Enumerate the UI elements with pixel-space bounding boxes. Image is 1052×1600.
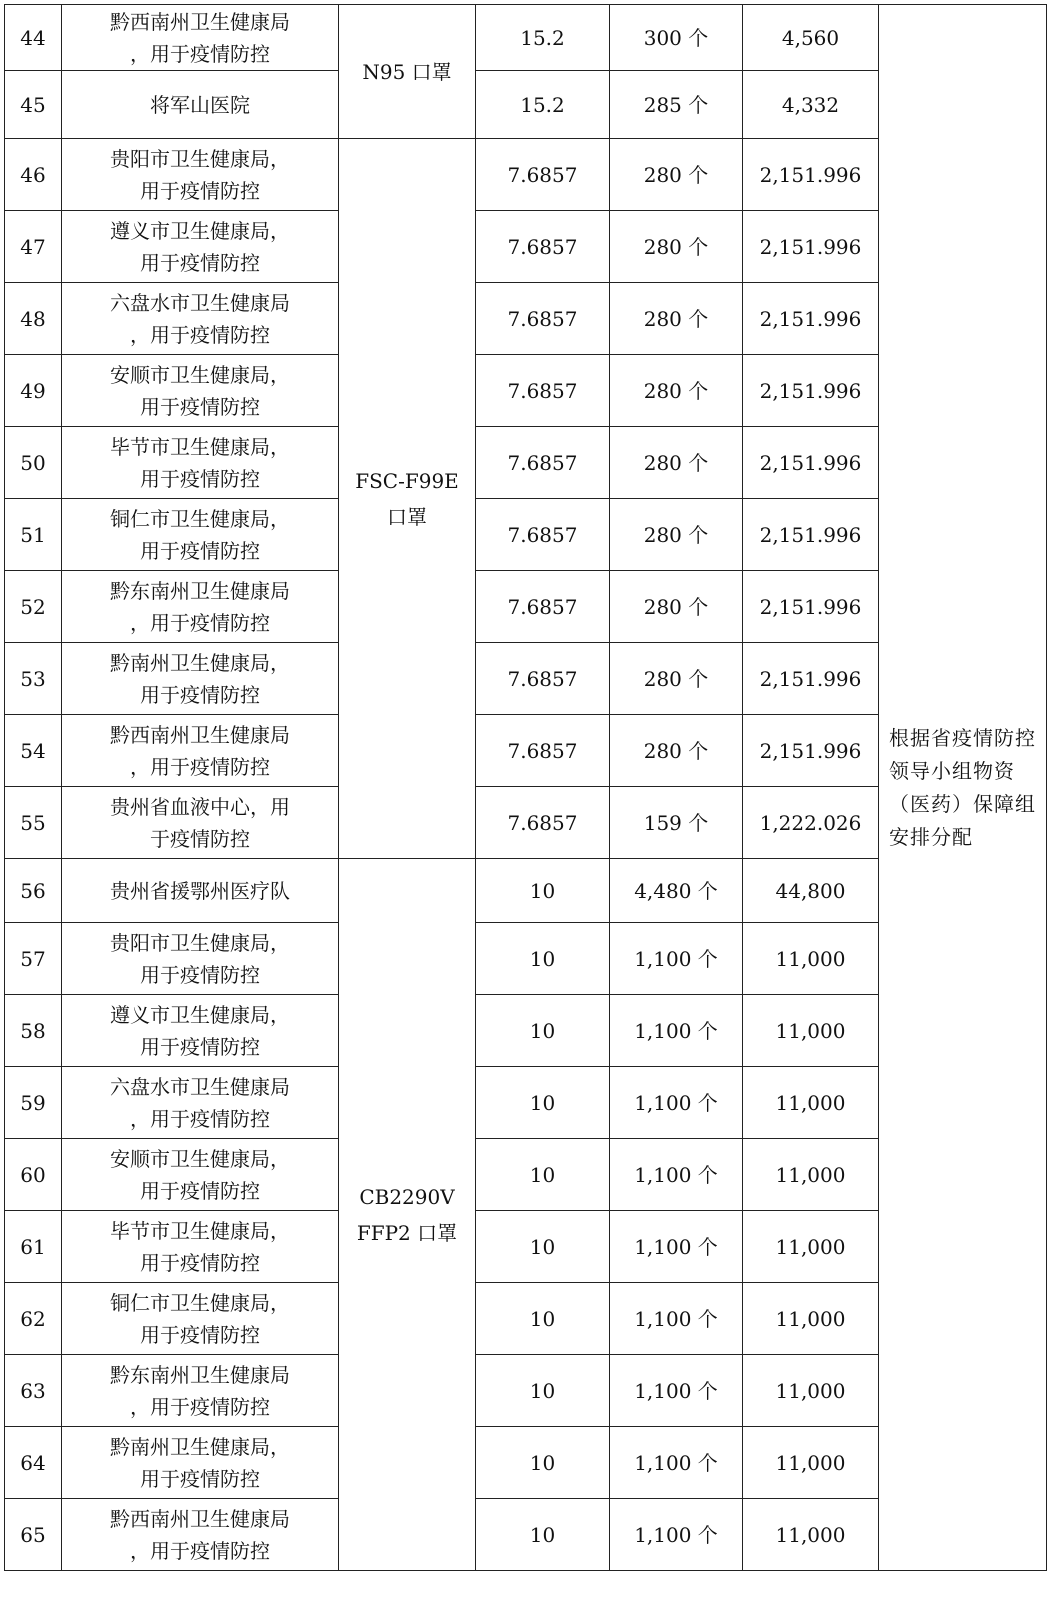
recipient-cell: 黔南州卫生健康局， 用于疫情防控 [62,1427,339,1499]
row-number: 53 [5,643,62,715]
row-number: 56 [5,859,62,923]
table-row [5,5,1047,71]
recipient-cell: 毕节市卫生健康局， 用于疫情防控 [62,1211,339,1283]
row-number: 49 [5,355,62,427]
unit-price-cell: 7.6857 [476,499,610,571]
row-number: 52 [5,571,62,643]
unit-price-cell: 10 [476,859,610,923]
amount-cell: 11,000 [743,1211,879,1283]
recipient-cell: 黔西南州卫生健康局 ，用于疫情防控 [62,715,339,787]
recipient-cell: 将军山医院 [62,71,339,139]
amount-cell: 4,560 [743,5,879,71]
row-number: 47 [5,211,62,283]
recipient-cell: 黔东南州卫生健康局 ，用于疫情防控 [62,571,339,643]
amount-cell: 2,151.996 [743,427,879,499]
unit-price-cell: 7.6857 [476,211,610,283]
quantity-cell: 300 个 [610,5,743,71]
recipient-cell: 铜仁市卫生健康局， 用于疫情防控 [62,499,339,571]
quantity-cell: 1,100 个 [610,995,743,1067]
recipient-cell: 贵州省援鄂州医疗队 [62,859,339,923]
amount-cell: 2,151.996 [743,283,879,355]
amount-cell: 2,151.996 [743,643,879,715]
amount-cell: 44,800 [743,859,879,923]
unit-price-cell: 10 [476,995,610,1067]
quantity-cell: 280 个 [610,283,743,355]
quantity-cell: 280 个 [610,715,743,787]
amount-cell: 11,000 [743,1283,879,1355]
unit-price-cell: 10 [476,1067,610,1139]
unit-price-cell: 7.6857 [476,139,610,211]
row-number: 64 [5,1427,62,1499]
row-number: 63 [5,1355,62,1427]
quantity-cell: 1,100 个 [610,1283,743,1355]
quantity-cell: 280 个 [610,211,743,283]
row-number: 50 [5,427,62,499]
unit-price-cell: 7.6857 [476,427,610,499]
unit-price-cell: 7.6857 [476,571,610,643]
distribution-table [4,4,1047,1571]
recipient-cell: 安顺市卫生健康局， 用于疫情防控 [62,355,339,427]
quantity-cell: 1,100 个 [610,1139,743,1211]
amount-cell: 1,222.026 [743,787,879,859]
amount-cell: 4,332 [743,71,879,139]
recipient-cell: 六盘水市卫生健康局 ，用于疫情防控 [62,283,339,355]
row-number: 48 [5,283,62,355]
recipient-cell: 贵阳市卫生健康局， 用于疫情防控 [62,923,339,995]
amount-cell: 11,000 [743,995,879,1067]
allocation-note: 根据省疫情防控领导小组物资（医药）保障组安排分配 [879,5,1047,1571]
amount-cell: 11,000 [743,1427,879,1499]
amount-cell: 11,000 [743,1067,879,1139]
unit-price-cell: 7.6857 [476,355,610,427]
amount-cell: 11,000 [743,1355,879,1427]
recipient-cell: 贵阳市卫生健康局， 用于疫情防控 [62,139,339,211]
recipient-cell: 遵义市卫生健康局， 用于疫情防控 [62,995,339,1067]
amount-cell: 2,151.996 [743,715,879,787]
recipient-cell: 黔西南州卫生健康局 ，用于疫情防控 [62,1499,339,1571]
quantity-cell: 280 个 [610,499,743,571]
amount-cell: 11,000 [743,1499,879,1571]
row-number: 54 [5,715,62,787]
recipient-cell: 贵州省血液中心，用 于疫情防控 [62,787,339,859]
unit-price-cell: 7.6857 [476,283,610,355]
model-cell: FSC-F99E 口罩 [339,139,476,859]
unit-price-cell: 10 [476,1211,610,1283]
recipient-cell: 铜仁市卫生健康局， 用于疫情防控 [62,1283,339,1355]
unit-price-cell: 15.2 [476,71,610,139]
amount-cell: 2,151.996 [743,211,879,283]
amount-cell: 2,151.996 [743,139,879,211]
row-number: 51 [5,499,62,571]
model-cell: CB2290V FFP2 口罩 [339,859,476,1571]
unit-price-cell: 10 [476,1283,610,1355]
unit-price-cell: 10 [476,1139,610,1211]
row-number: 59 [5,1067,62,1139]
recipient-cell: 黔南州卫生健康局， 用于疫情防控 [62,643,339,715]
amount-cell: 2,151.996 [743,499,879,571]
quantity-cell: 285 个 [610,71,743,139]
quantity-cell: 1,100 个 [610,1355,743,1427]
quantity-cell: 1,100 个 [610,1427,743,1499]
recipient-cell: 黔东南州卫生健康局 ，用于疫情防控 [62,1355,339,1427]
row-number: 55 [5,787,62,859]
unit-price-cell: 7.6857 [476,715,610,787]
unit-price-cell: 15.2 [476,5,610,71]
model-cell: N95 口罩 [339,5,476,139]
quantity-cell: 280 个 [610,427,743,499]
quantity-cell: 280 个 [610,571,743,643]
row-number: 58 [5,995,62,1067]
quantity-cell: 280 个 [610,643,743,715]
quantity-cell: 1,100 个 [610,1211,743,1283]
quantity-cell: 4,480 个 [610,859,743,923]
recipient-cell: 毕节市卫生健康局， 用于疫情防控 [62,427,339,499]
amount-cell: 11,000 [743,1139,879,1211]
row-number: 62 [5,1283,62,1355]
quantity-cell: 280 个 [610,355,743,427]
recipient-cell: 安顺市卫生健康局， 用于疫情防控 [62,1139,339,1211]
recipient-cell: 黔西南州卫生健康局 ，用于疫情防控 [62,5,339,71]
unit-price-cell: 10 [476,1499,610,1571]
quantity-cell: 1,100 个 [610,923,743,995]
row-number: 65 [5,1499,62,1571]
row-number: 46 [5,139,62,211]
unit-price-cell: 7.6857 [476,787,610,859]
unit-price-cell: 7.6857 [476,643,610,715]
amount-cell: 2,151.996 [743,355,879,427]
unit-price-cell: 10 [476,1355,610,1427]
recipient-cell: 遵义市卫生健康局， 用于疫情防控 [62,211,339,283]
row-number: 60 [5,1139,62,1211]
unit-price-cell: 10 [476,923,610,995]
quantity-cell: 1,100 个 [610,1067,743,1139]
row-number: 44 [5,5,62,71]
recipient-cell: 六盘水市卫生健康局 ，用于疫情防控 [62,1067,339,1139]
quantity-cell: 280 个 [610,139,743,211]
unit-price-cell: 10 [476,1427,610,1499]
quantity-cell: 1,100 个 [610,1499,743,1571]
amount-cell: 11,000 [743,923,879,995]
row-number: 61 [5,1211,62,1283]
amount-cell: 2,151.996 [743,571,879,643]
row-number: 57 [5,923,62,995]
quantity-cell: 159 个 [610,787,743,859]
row-number: 45 [5,71,62,139]
